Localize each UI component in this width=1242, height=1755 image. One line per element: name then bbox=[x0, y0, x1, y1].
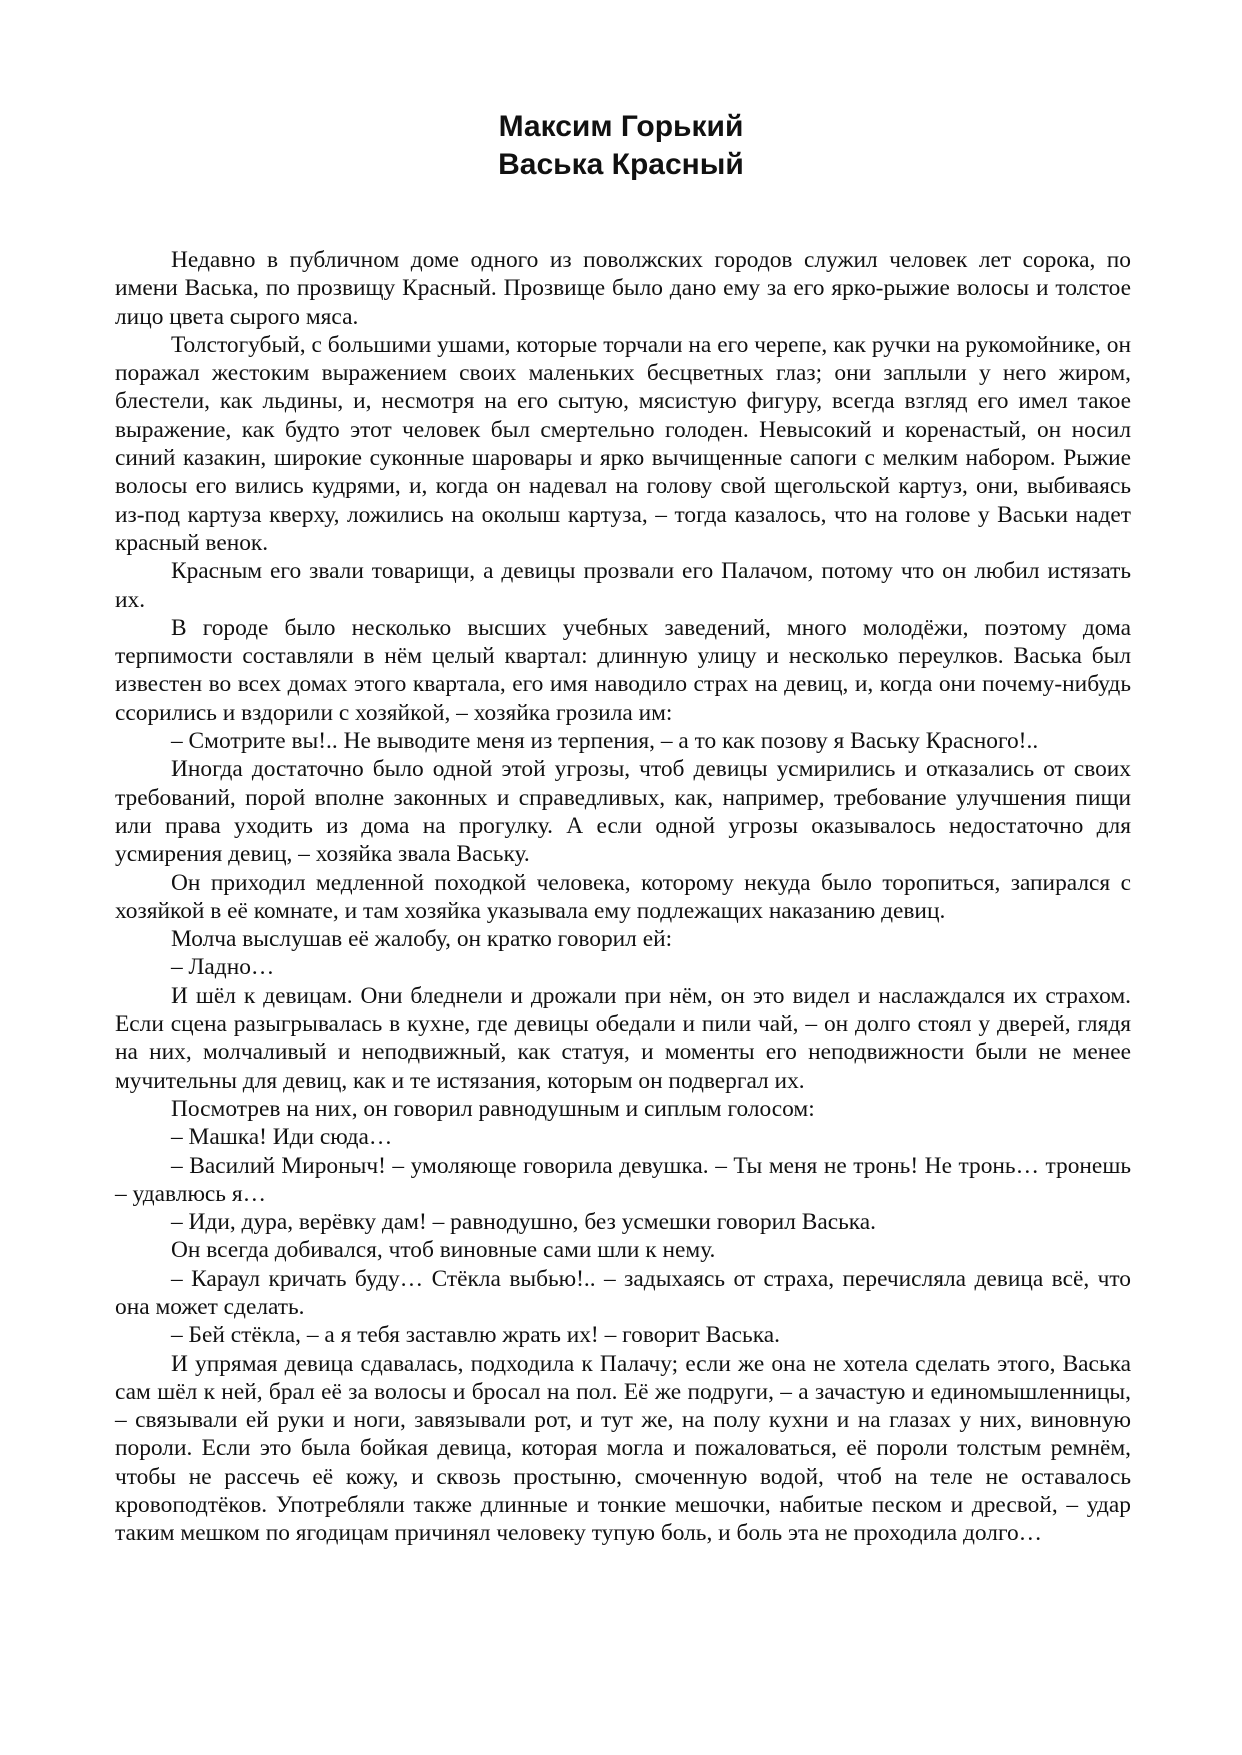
dialogue-line: – Смотрите вы!.. Не выводите меня из терпения, – а то как позову я Ваську Красного!.. bbox=[171, 728, 1039, 755]
paragraph: И упрямая девица сдавалась, подходила к Палачу; если же она не хотела сделать этого, Васька сам шёл к ней, брал её за волосы и бросал на пол. Её же подруги, – а зачастую и единомышленницы, – связывали ей руки и ноги, завязывали рот, и тут же, на полу кухни и на глазах у них, виновную пороли. Если это была бойкая девица, которая могла и пожаловаться, её пороли толстым ремнём, чтобы не рассечь её кожу, и сквозь простыню, смоченную водой, чтоб на теле не оставалось кровоподтёков. Употребляли также длинные и тонкие мешочки, набитые песком и дресвой, – удар таким мешком по ягодицам причинял человеку тупую боль, и боль эта не проходила долго… bbox=[115, 1350, 1131, 1547]
paragraph: Недавно в публичном доме одного из поволжских городов служил человек лет сорока, по имени Васька, по прозвищу Красный. Прозвище было дано ему за его ярко-рыжие волосы и толстое лицо цвета сырого мяса. bbox=[115, 247, 1131, 330]
paragraph: Толстогубый, с большими ушами, которые торчали на его черепе, как ручки на рукомойнике, он поражал жестоким выражением своих маленьких бесцветных глаз; они заплыли у него жиром, блестели, как льдины, и, несмотря на его сытую, мясистую фигуру, всегда взгляд его имел такое выражение, как будто этот человек был смертельно голоден. Невысокий и коренастый, он носил синий казакин, широкие суконные шаровары и ярко вычищенные сапоги с мелким набором. Рыжие волосы его вились кудрями, и, когда он надевал на голову свой щегольской картуз, они, выбиваясь из-под картуза кверху, ложились на околыш картуза, – тогда казалось, что на голове у Васьки надет красный венок. bbox=[115, 331, 1131, 556]
paragraph: Он всегда добивался, чтоб виновные сами шли к нему. bbox=[171, 1237, 716, 1264]
story-title: Васька Красный bbox=[498, 148, 744, 181]
paragraph: И шёл к девицам. Они бледнели и дрожали при нём, он это видел и наслаждался их страхом. Если сцена разыгрывалась в кухне, где девицы обедали и пили чай, – он долго стоял у дверей, глядя на них, молчаливый и неподвижный, как статуя, и моменты его неподвижности были не менее мучительны для девиц, как и те истязания, которым он подвергал их. bbox=[115, 982, 1131, 1094]
dialogue-line: – Караул кричать буду… Стёкла выбью!.. – задыхаясь от страха, перечисляла девица всё, что она может сделать. bbox=[115, 1265, 1131, 1320]
paragraph: Молча выслушав её жалобу, он кратко говорил ей: bbox=[171, 926, 673, 953]
paragraph: Красным его звали товарищи, а девицы прозвали его Палачом, потому что он любил истязать их. bbox=[115, 558, 1131, 613]
author-name: Максим Горький bbox=[498, 110, 744, 143]
paragraph: Он приходил медленной походкой человека, которому некуда было торопиться, запирался с хозяйкой в её комнате, и там хозяйка указывала ему подлежащих наказанию девиц. bbox=[115, 869, 1131, 924]
story-text bbox=[115, 246, 1131, 1548]
paragraph: Иногда достаточно было одной этой угрозы, чтоб девицы усмирились и отказались от своих требований, порой вполне законных и справедливых, как, например, требование улучшения пищи или права уходить из дома на прогулку. А если одной угрозы оказывалось недостаточно для усмирения девиц, – хозяйка звала Ваську. bbox=[115, 756, 1131, 868]
dialogue-line: – Машка! Иди сюда… bbox=[171, 1124, 393, 1151]
dialogue-line: – Ладно… bbox=[171, 954, 275, 981]
dialogue-line: – Бей стёкла, – а я тебя заставлю жрать их! – говорит Васька. bbox=[171, 1322, 780, 1349]
dialogue-line: – Иди, дура, верёвку дам! – равнодушно, без усмешки говорил Васька. bbox=[171, 1209, 876, 1236]
dialogue-line: – Василий Мироныч! – умоляюще говорила девушка. – Ты меня не тронь! Не тронь… тронешь – удавлюсь я… bbox=[115, 1152, 1131, 1207]
paragraph: Посмотрев на них, он говорил равнодушным и сиплым голосом: bbox=[171, 1095, 815, 1122]
paragraph: В городе было несколько высших учебных заведений, много молодёжи, поэтому дома терпимости составляли в нём целый квартал: длинную улицу и несколько переулков. Васька был известен во всех домах этого квартала, его имя наводило страх на девиц, и, когда они почему-нибудь ссорились и вздорили с хозяйкой, – хозяйка грозила им: bbox=[115, 614, 1131, 726]
document-header bbox=[0, 108, 1242, 184]
